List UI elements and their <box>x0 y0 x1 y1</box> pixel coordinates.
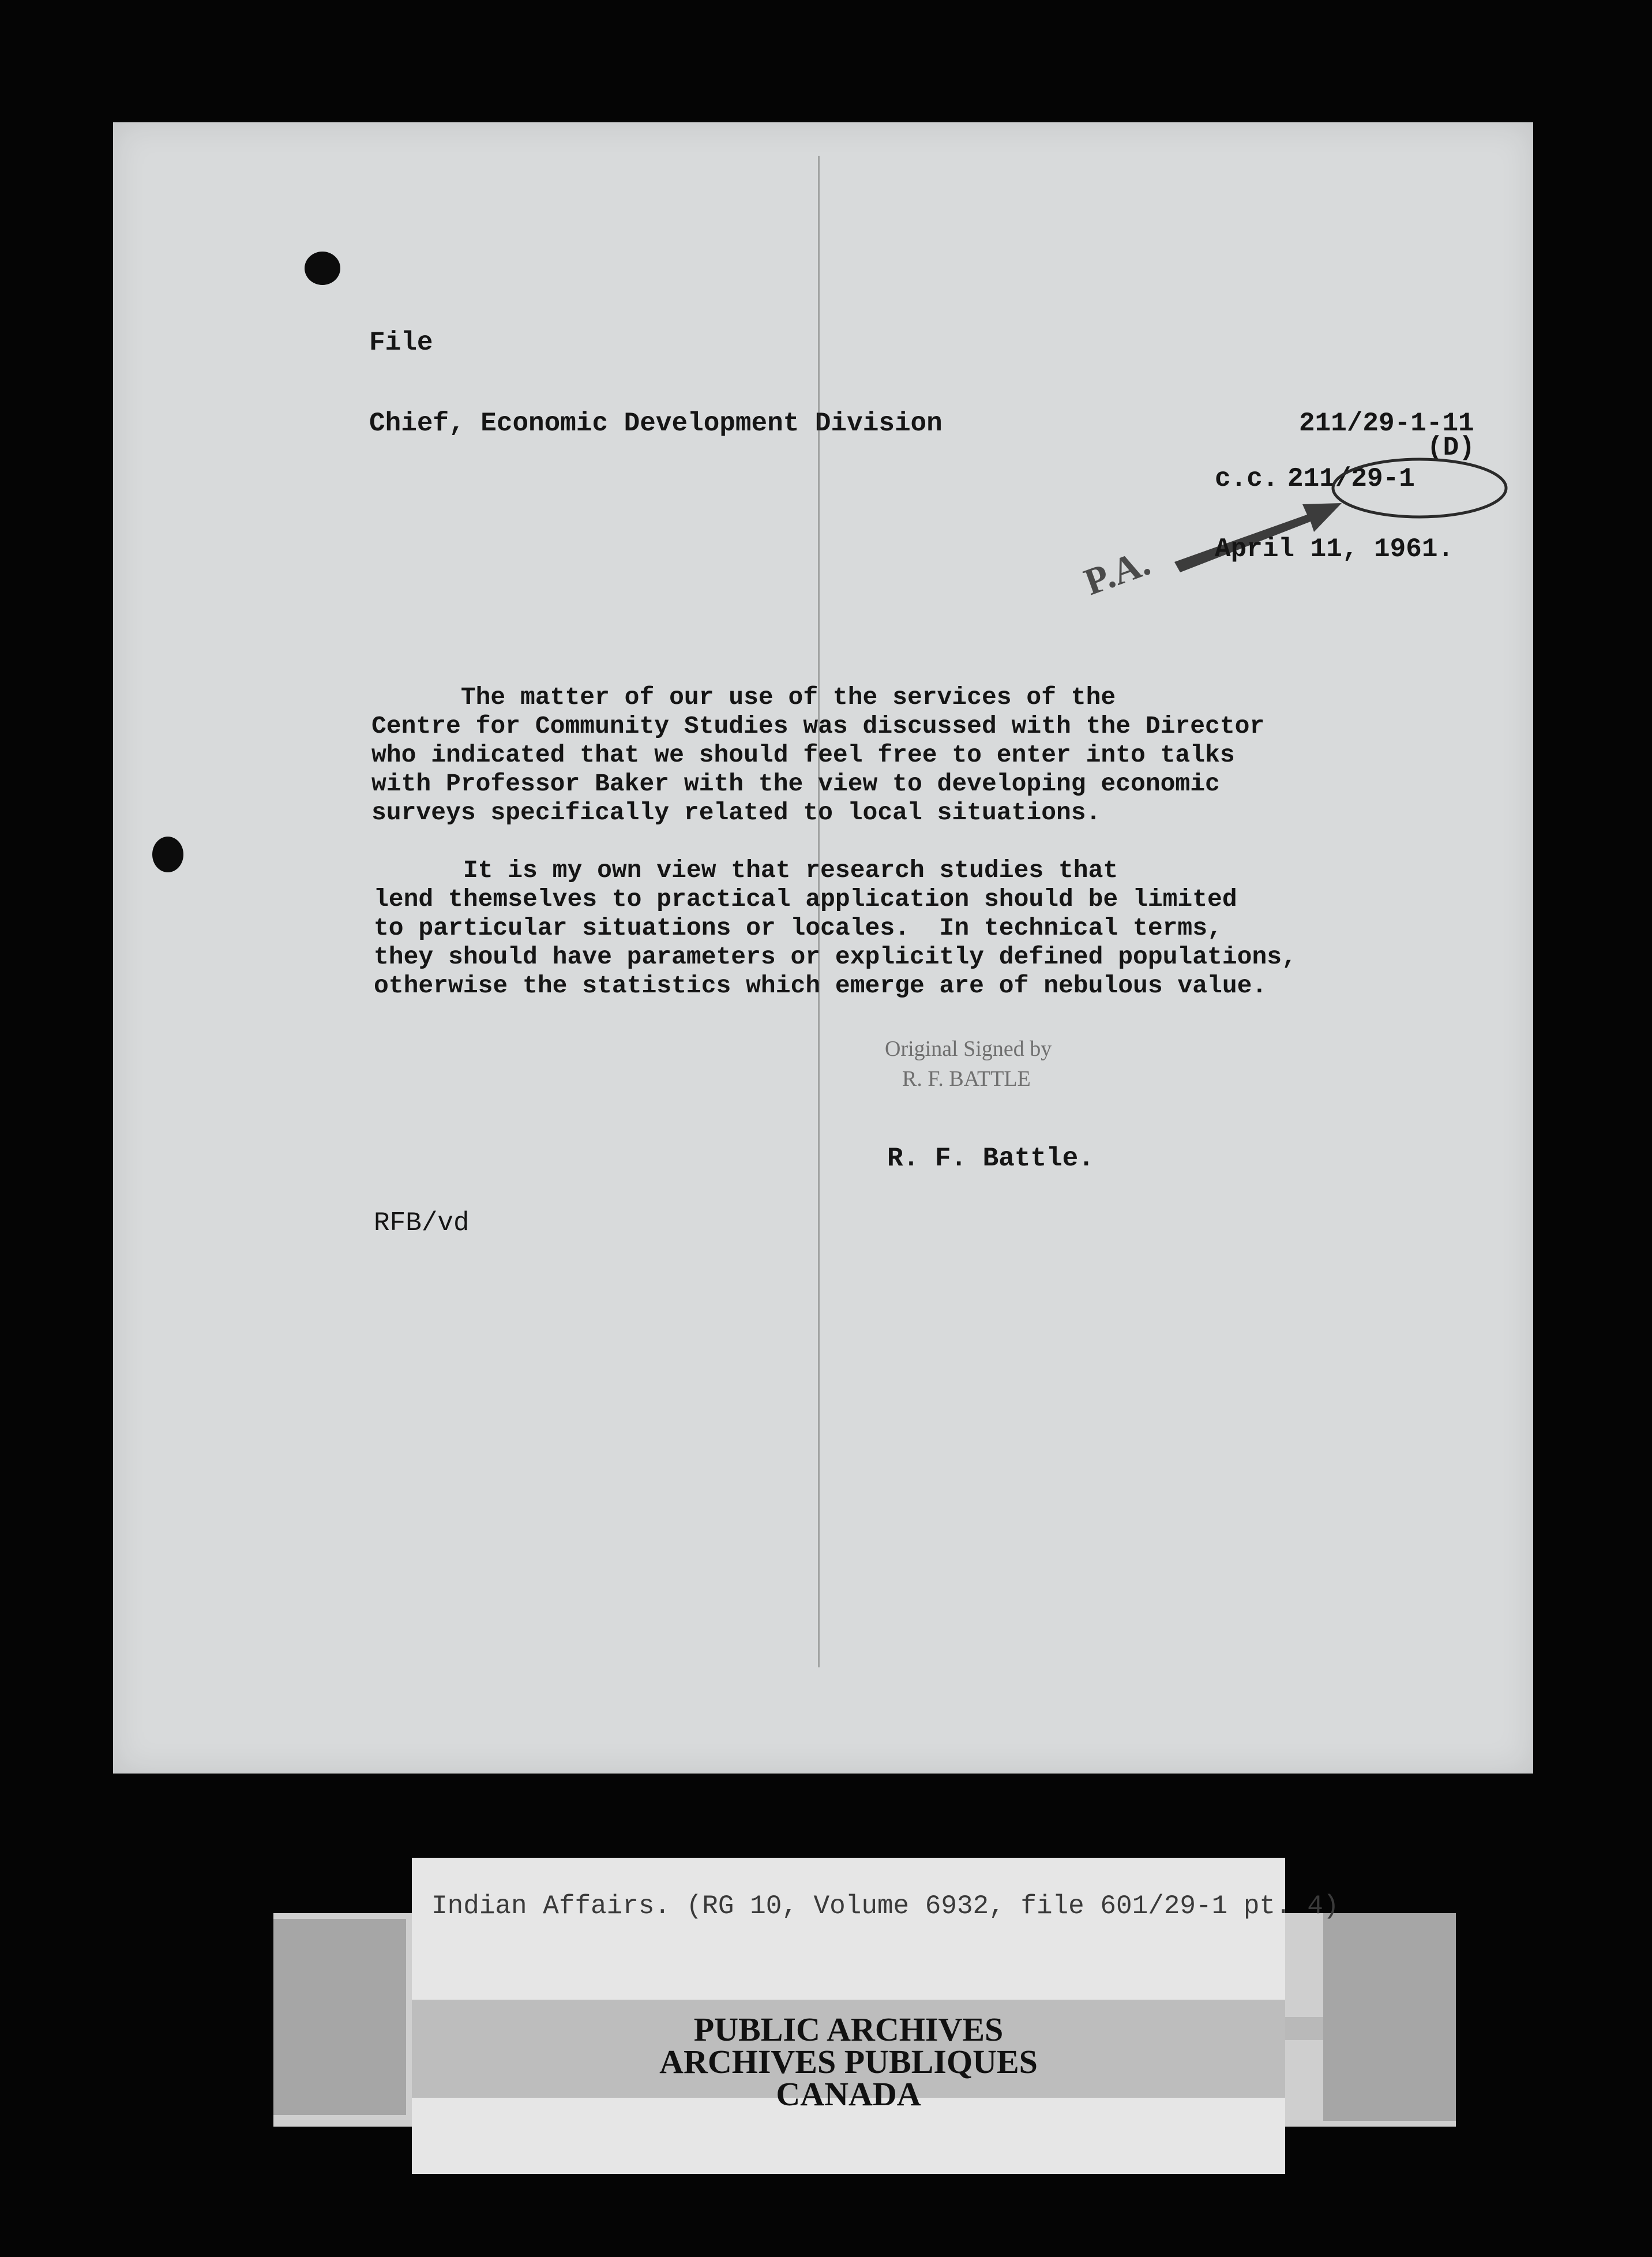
punch-hole-top <box>305 252 340 285</box>
paragraph-line: who indicated that we should feel free to enter into talks <box>371 741 1235 769</box>
paragraph-line: surveys specifically related to local situations. <box>371 798 1101 827</box>
signature-typed: R. F. Battle. <box>887 1144 1094 1174</box>
archive-line-2: ARCHIVES PUBLIQUES <box>659 2043 1038 2080</box>
paragraph-line: otherwise the statistics which emerge are of nebulous value. <box>374 972 1267 1000</box>
archive-line-3: CANADA <box>776 2075 921 2113</box>
page-fold-line <box>818 156 820 1667</box>
archive-label-card <box>412 1858 1339 2174</box>
file-suffix: (D) <box>1427 433 1475 463</box>
paragraph-line: lend themselves to practical application should be limited <box>374 885 1237 913</box>
typist-initials: RFB/vd <box>374 1208 470 1238</box>
memo-page <box>113 122 1533 1774</box>
cc-number: 211/29-1 <box>1287 464 1415 494</box>
memo-from: Chief, Economic Development Division <box>369 408 943 438</box>
paragraph-line: The matter of our use of the services of the <box>371 683 1116 711</box>
file-number: 211/29-1-11 <box>1299 408 1474 438</box>
paragraph-line: Centre for Community Studies was discussed with the Director <box>371 712 1265 740</box>
stamp-original-signed: Original Signed by <box>885 1037 1052 1061</box>
archive-source-reference: Indian Affairs. (RG 10, Volume 6932, file 601/29-1 pt. 4) <box>431 1891 1339 1921</box>
paragraph-line: to particular situations or locales. In technical terms, <box>374 914 1222 942</box>
paragraph-line: they should have parameters or explicitly defined populations, <box>374 943 1297 971</box>
stamp-name: R. F. BATTLE <box>902 1067 1031 1091</box>
paragraph-line: It is my own view that research studies that <box>374 856 1118 884</box>
pa-handwritten-mark: P.A. <box>1079 541 1156 604</box>
cc-label: c.c. <box>1215 464 1279 494</box>
memo-date: April 11, 1961. <box>1215 534 1454 564</box>
cc-circle-and-arrow <box>1151 447 1555 597</box>
archive-line-1: PUBLIC ARCHIVES <box>693 2011 1004 2048</box>
paragraph-line: with Professor Baker with the view to developing economic <box>371 770 1220 798</box>
punch-hole-left <box>152 837 183 872</box>
memo-to: File <box>369 328 433 358</box>
